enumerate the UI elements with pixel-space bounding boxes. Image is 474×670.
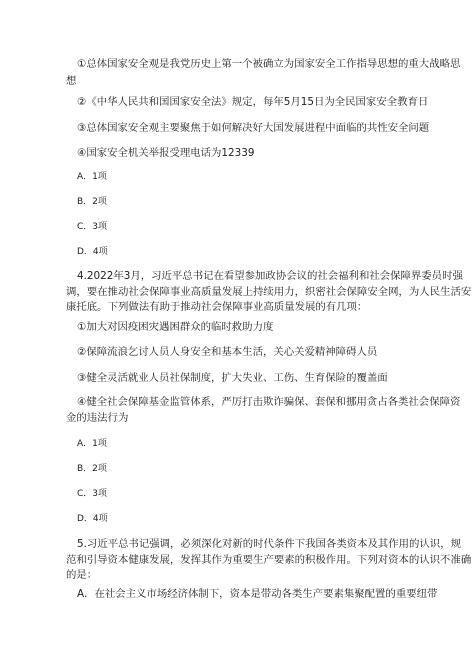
q4-option-d: D．4项: [77, 514, 108, 524]
q4-statement-4-line1: ④健全社会保障基金监管体系，严厉打击欺诈骗保、套保和挪用贪占各类社会保障资: [77, 396, 461, 408]
q4-option-a: A．1项: [77, 439, 107, 449]
q4-option-c: C．3项: [77, 489, 108, 499]
q3-option-d: D．4项: [77, 247, 108, 257]
q4-stem-line2: 调，要在推动社会保障事业高质量发展上持续用力，织密社会保障安全网，为人民生活安: [66, 286, 472, 298]
q3-statement-1-line1: ①总体国家安全观是我党历史上第一个被确立为国家安全工作指导思想的重大战略思: [77, 58, 461, 70]
q3-statement-4: ④国家安全机关举报受理电话为12339: [77, 147, 255, 159]
q4-statement-4-line2: 金的违法行为: [66, 412, 129, 424]
q4-statement-2: ②保障流浪乞讨人员人身安全和基本生活，关心关爱精神障碍人员: [77, 346, 378, 358]
q3-statement-1-line2: 想: [66, 75, 77, 87]
q3-statement-3: ③总体国家安全观主要聚焦于如何解决好大国发展进程中面临的共性安全问题: [77, 122, 430, 134]
q3-option-c: C．3项: [77, 222, 108, 232]
q5-stem-line1: 5.习近平总书记强调，必须深化对新的时代条件下我国各类资本及其作用的认识，规: [77, 538, 461, 550]
q5-option-a: A．在社会主义市场经济体制下，资本是带动各类生产要素集聚配置的重要纽带: [77, 588, 438, 600]
q3-option-b: B．2项: [77, 197, 107, 207]
q3-statement-2: ②《中华人民共和国国家安全法》规定，每年5月15日为全民国家安全教育日: [77, 96, 429, 108]
q5-stem-line3: 的是：: [66, 569, 98, 581]
q4-stem-line1: 4.2022年3月，习近平总书记在看望参加政协会议的社会福利和社会保障界委员时强: [77, 270, 463, 282]
q5-stem-line2: 范和引导资本健康发展，发挥其作为重要生产要素的积极作用。下列对资本的认识不准确: [66, 554, 472, 566]
q3-option-a: A．1项: [77, 172, 107, 182]
q4-statement-3: ③健全灵活就业人员社保制度，扩大失业、工伤、生育保险的覆盖面: [77, 372, 388, 384]
q4-statement-1: ①加大对因疫困灾遇困群众的临时救助力度: [77, 321, 274, 333]
q4-stem-line3: 康托底。下列做法有助于推动社会保障事业高质量发展的有几项：: [66, 301, 368, 313]
q4-option-b: B．2项: [77, 464, 107, 474]
